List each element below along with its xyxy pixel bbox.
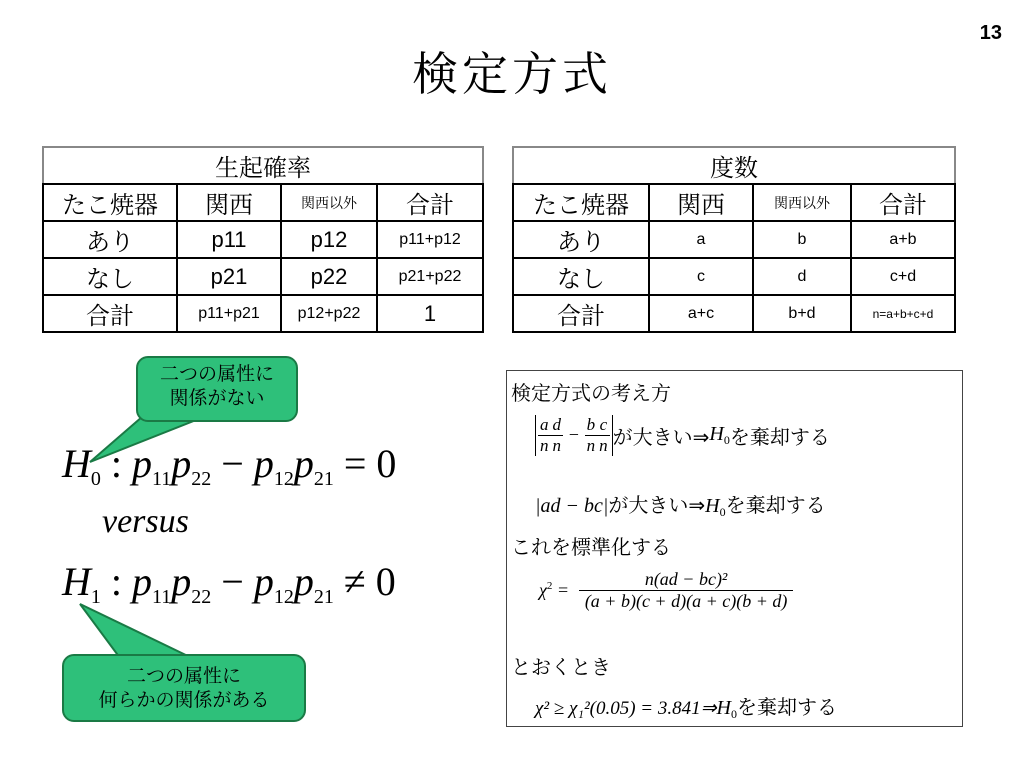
table-cell: p21+p22 xyxy=(377,258,483,295)
formula-line-2: |ad − bc|が大きい$\Rightarrow H_0$を棄却する xyxy=(535,493,826,519)
table-cell: a+b xyxy=(851,221,955,258)
line1-end: を棄却する xyxy=(729,425,830,449)
line1-tail: が大きい⇒ xyxy=(612,425,710,449)
table-cell: d xyxy=(753,258,851,295)
table-cell: p12+p22 xyxy=(281,295,377,332)
versus-label: versus xyxy=(102,503,189,540)
header-cell: 関西以外 xyxy=(753,184,851,221)
table-cell: b xyxy=(753,221,851,258)
table-cell: p21 xyxy=(177,258,281,295)
callout-line: 二つの属性に xyxy=(159,363,274,385)
chi-numerator: n(ad − bc)² xyxy=(579,569,794,591)
line2-tail: が大きい⇒ xyxy=(608,493,706,517)
criterion-line: $\chi^2 \ge \chi_1^2(0.05) = 3.841\Rightarrow H_0$を棄却する xyxy=(535,695,837,721)
callout-some-relation xyxy=(62,654,306,722)
table-cell: b+d xyxy=(753,295,851,332)
header-cell: たこ焼器 xyxy=(43,184,177,221)
header-cell: 合計 xyxy=(377,184,483,221)
line2-expr: |ad − bc| xyxy=(535,495,609,517)
table-cell: p11 xyxy=(177,221,281,258)
table-cell: c+d xyxy=(851,258,955,295)
header-cell: 関西 xyxy=(649,184,753,221)
callout-line: 何らかの関係がある xyxy=(98,689,270,711)
table-cell: 1 xyxy=(377,295,483,332)
callout-tail-bottom xyxy=(80,604,192,658)
slide-title: 検定方式 xyxy=(412,47,612,101)
when-text: とおくとき xyxy=(511,655,611,679)
row-label: あり xyxy=(513,221,649,258)
table-cell: p11+p21 xyxy=(177,295,281,332)
table-cell: a+c xyxy=(649,295,753,332)
table-cell: n=a+b+c+d xyxy=(851,295,955,332)
row-label: 合計 xyxy=(513,295,649,332)
criterion-expr: χ² ≥ χ₁²(0.05) = 3.841⇒ xyxy=(535,698,717,719)
row-label: 合計 xyxy=(43,295,177,332)
row-label: なし xyxy=(43,258,177,295)
test-method-panel xyxy=(506,370,963,727)
table-cell: p22 xyxy=(281,258,377,295)
chi-square-formula: $\chi^2$ = $\frac{\text{n(ad − bc)²}}{(a + b)(c + d)(a + c)(b + d)}$ xyxy=(539,569,793,612)
callout-no-relation xyxy=(136,356,298,422)
row-label: なし xyxy=(513,258,649,295)
standardize-text: これを標準化する xyxy=(511,535,671,559)
criterion-end: を棄却する xyxy=(737,695,837,719)
frequency-table-caption: 度数 xyxy=(513,147,955,184)
table-cell: p11+p12 xyxy=(377,221,483,258)
chi-denominator: (a + b)(c + d)(a + c)(b + d) xyxy=(584,591,788,611)
alternative-hypothesis: $H_1$ : $p_{11}p_{22} - p_{12}p_{21} \ne 0$ xyxy=(62,559,396,608)
table-cell: a xyxy=(649,221,753,258)
null-hypothesis: $H_0$ : $p_{11}p_{22} - p_{12}p_{21} = 0$ xyxy=(62,441,397,490)
panel-heading: 検定方式の考え方 xyxy=(511,381,671,405)
line2-end: を棄却する xyxy=(725,493,826,517)
formula-line-1: $\frac{a}{n}$ $\frac{d}{n}$ − $\frac{b}{n}$ $\frac{c}{n}$ が大きい$\Rightarrow H_0$を棄却する xyxy=(535,415,830,456)
header-cell: たこ焼器 xyxy=(513,184,649,221)
row-label: あり xyxy=(43,221,177,258)
probability-table-caption: 生起確率 xyxy=(43,147,483,184)
callout-line: 関係がない xyxy=(169,387,265,409)
table-cell: p12 xyxy=(281,221,377,258)
abs-fraction-expr: $\frac{a}{n}$ $\frac{d}{n}$ − $\frac{b}{n}$ $\frac{c}{n}$ xyxy=(535,415,613,456)
table-cell: c xyxy=(649,258,753,295)
page-number: 13 xyxy=(979,22,1002,44)
header-cell: 関西以外 xyxy=(281,184,377,221)
header-cell: 合計 xyxy=(851,184,955,221)
header-cell: 関西 xyxy=(177,184,281,221)
callout-line: 二つの属性に xyxy=(126,665,241,687)
